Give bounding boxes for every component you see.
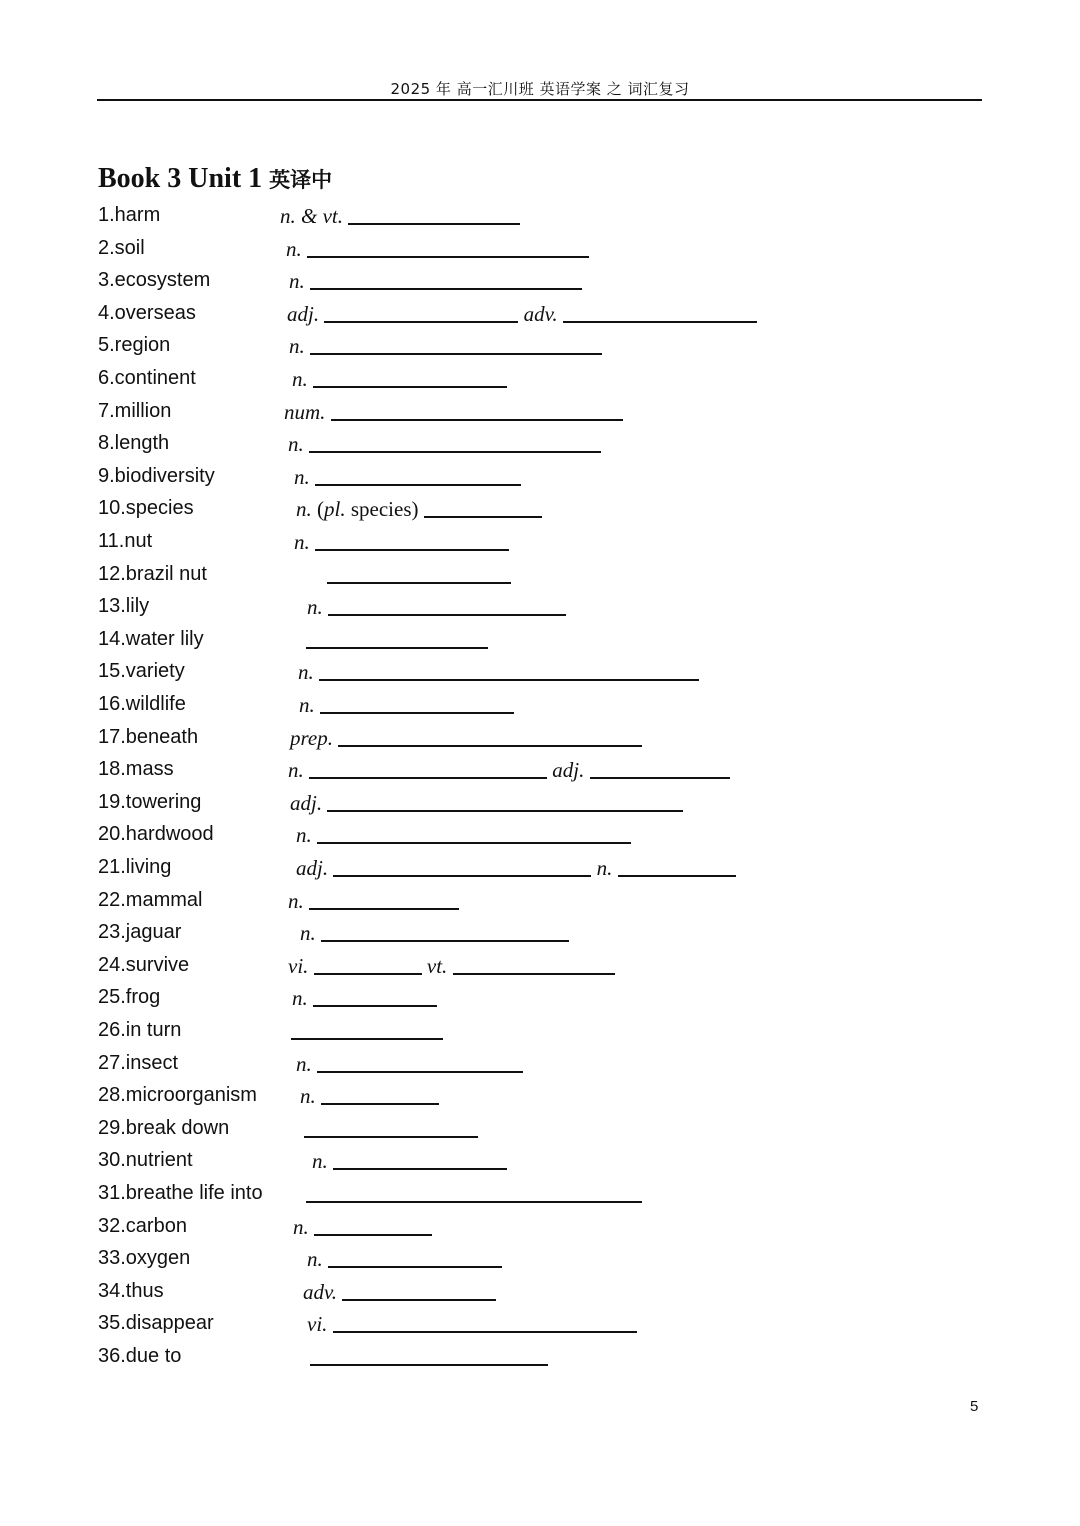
vocab-row	[0, 1048, 1080, 1080]
answer-blank[interactable]	[348, 201, 520, 225]
answer-area	[284, 396, 623, 428]
vocab-row	[0, 200, 1080, 232]
answer-area	[300, 917, 569, 949]
answer-blank[interactable]	[306, 1179, 642, 1203]
vocab-word: 21.living	[98, 856, 172, 878]
vocab-word: 27.insect	[98, 1051, 179, 1074]
answer-area	[327, 559, 511, 591]
part-of-speech: n.	[299, 693, 315, 717]
answer-blank[interactable]	[317, 820, 631, 844]
answer-blank[interactable]	[310, 331, 602, 355]
answer-area	[310, 1341, 548, 1373]
vocab-row	[0, 722, 1080, 754]
part-of-speech: n. & vt.	[280, 204, 343, 228]
vocab-word: 15.variety	[98, 660, 185, 683]
part-of-speech: adj.	[287, 301, 320, 326]
vocab-row	[0, 950, 1080, 982]
vocab-word: 11.nut	[98, 530, 153, 552]
part-of-speech: n.	[289, 269, 305, 294]
note-text: species)	[350, 497, 419, 522]
answer-blank[interactable]	[306, 625, 488, 649]
vocab-word: 26.in turn	[98, 1019, 182, 1041]
vocab-word: 35.disappear	[98, 1312, 214, 1335]
answer-area	[306, 1178, 642, 1210]
part-of-speech: adj.	[290, 790, 323, 815]
vocab-row	[0, 1308, 1080, 1340]
answer-blank[interactable]	[338, 723, 642, 747]
vocab-word: 34.thus	[98, 1279, 164, 1302]
vocab-row	[0, 852, 1080, 884]
vocab-word: 12.brazil nut	[98, 562, 207, 585]
vocab-row	[0, 1211, 1080, 1243]
vocab-word: 2.soil	[98, 236, 145, 259]
answer-area	[296, 819, 631, 851]
vocab-word: 19.towering	[98, 790, 202, 813]
part-of-speech: n.	[298, 660, 314, 685]
answer-blank[interactable]	[563, 299, 757, 323]
part-of-speech: n.	[312, 1149, 328, 1174]
answer-blank[interactable]	[309, 886, 459, 910]
vocab-word: 36.due to	[98, 1345, 182, 1367]
answer-area	[294, 461, 521, 493]
vocab-word: 20.hardwood	[98, 823, 214, 846]
answer-blank[interactable]	[453, 951, 615, 975]
vocab-row	[0, 233, 1080, 265]
answer-blank[interactable]	[310, 266, 582, 290]
answer-blank[interactable]	[309, 755, 547, 779]
answer-area	[296, 1048, 523, 1080]
part-of-speech: n.	[288, 888, 304, 913]
vocab-row	[0, 1080, 1080, 1112]
answer-area	[287, 298, 757, 330]
answer-blank[interactable]	[314, 951, 422, 975]
part-of-speech: n.	[300, 921, 316, 946]
vocab-row	[0, 754, 1080, 786]
vocab-word: 4.overseas	[98, 301, 196, 324]
part-of-speech: n.	[296, 823, 312, 848]
vocab-word: 13.lily	[98, 595, 150, 618]
answer-blank[interactable]	[590, 755, 730, 779]
vocab-word: 29.break down	[98, 1116, 230, 1139]
part-of-speech: n.	[294, 464, 310, 489]
vocab-word: 23.jaguar	[98, 921, 182, 944]
answer-blank[interactable]	[310, 1342, 548, 1366]
vocab-word: 30.nutrient	[98, 1149, 193, 1172]
answer-area	[296, 852, 736, 884]
part-of-speech: n.	[294, 530, 310, 554]
answer-area	[299, 689, 514, 721]
vocab-word: 9.biodiversity	[98, 464, 215, 487]
vocab-word: 24.survive	[98, 953, 190, 976]
vocab-row	[0, 787, 1080, 819]
vocab-word: 1.harm	[98, 204, 161, 226]
answer-area	[293, 1211, 432, 1243]
vocab-word: 14.water lily	[98, 627, 204, 650]
vocab-row	[0, 624, 1080, 656]
answer-area	[292, 982, 437, 1014]
vocab-row	[0, 559, 1080, 591]
answer-area	[300, 1080, 439, 1112]
answer-area	[288, 428, 601, 460]
answer-blank[interactable]	[304, 1114, 478, 1138]
vocab-row	[0, 493, 1080, 525]
vocab-row	[0, 461, 1080, 493]
answer-area	[312, 1145, 507, 1177]
vocab-word: 7.million	[98, 399, 172, 422]
part-of-speech: n.	[300, 1084, 316, 1109]
answer-area	[306, 624, 488, 656]
vocab-row	[0, 885, 1080, 917]
answer-blank[interactable]	[291, 1016, 443, 1040]
part-of-speech: n.	[292, 367, 308, 391]
part-of-speech: n.	[296, 497, 312, 522]
answer-blank[interactable]	[333, 1146, 507, 1170]
note-text: (	[317, 497, 324, 522]
answer-area	[290, 787, 683, 819]
part-of-speech: n.	[292, 986, 308, 1011]
answer-blank[interactable]	[342, 1277, 496, 1301]
vocab-word: 22.mammal	[98, 888, 203, 911]
vocab-row	[0, 689, 1080, 721]
part-of-speech: n.	[288, 758, 304, 783]
answer-blank[interactable]	[328, 1244, 502, 1268]
vocab-word: 3.ecosystem	[98, 269, 211, 292]
vocab-row	[0, 917, 1080, 949]
part-of-speech: adj.	[552, 758, 585, 783]
part-of-speech: adv.	[303, 1279, 338, 1304]
vocab-row	[0, 330, 1080, 362]
vocab-row	[0, 1341, 1080, 1373]
answer-area	[307, 1243, 502, 1275]
answer-blank[interactable]	[333, 853, 591, 877]
answer-blank[interactable]	[321, 918, 569, 942]
vocab-row	[0, 1113, 1080, 1145]
vocab-word: 8.length	[98, 432, 170, 455]
answer-blank[interactable]	[317, 1049, 523, 1073]
answer-area	[303, 1276, 496, 1308]
title-en: Book 3 Unit 1	[98, 163, 263, 194]
part-of-speech: adj.	[296, 856, 329, 880]
answer-blank[interactable]	[319, 657, 699, 681]
answer-blank[interactable]	[328, 592, 566, 616]
part-of-speech: n.	[596, 856, 613, 880]
vocab-word: 18.mass	[98, 758, 174, 781]
part-of-speech: n.	[307, 1247, 323, 1272]
answer-blank[interactable]	[324, 299, 518, 323]
answer-area	[289, 330, 602, 362]
vocab-word: 10.species	[98, 497, 194, 520]
vocab-word: 16.wildlife	[98, 693, 186, 715]
answer-blank[interactable]	[320, 690, 514, 714]
vocab-row	[0, 526, 1080, 558]
part-of-speech: prep.	[290, 725, 333, 750]
answer-blank[interactable]	[315, 527, 509, 551]
vocab-row	[0, 1015, 1080, 1047]
vocab-word: 5.region	[98, 334, 171, 357]
part-of-speech: n.	[289, 334, 305, 359]
answer-area	[296, 493, 542, 525]
part-of-speech: adv.	[523, 301, 558, 326]
vocab-row	[0, 396, 1080, 428]
vocab-word: 28.microorganism	[98, 1084, 257, 1107]
vocab-row	[0, 298, 1080, 330]
vocab-word: 6.continent	[98, 367, 196, 389]
page-title	[98, 163, 332, 195]
answer-area	[307, 591, 566, 623]
answer-blank[interactable]	[315, 462, 521, 486]
vocab-row	[0, 1243, 1080, 1275]
part-of-speech: pl.	[324, 497, 346, 522]
vocab-word: 31.breathe life into	[98, 1182, 263, 1204]
answer-area	[291, 1015, 443, 1047]
answer-area	[292, 363, 507, 395]
vocab-row	[0, 265, 1080, 297]
vocab-row	[0, 591, 1080, 623]
answer-area	[280, 200, 520, 232]
part-of-speech: num.	[284, 399, 326, 424]
part-of-speech: vi.	[307, 1312, 328, 1337]
answer-area	[294, 526, 509, 558]
vocab-row	[0, 428, 1080, 460]
answer-area	[289, 265, 582, 297]
part-of-speech: vt.	[426, 953, 448, 978]
vocab-row	[0, 363, 1080, 395]
answer-blank[interactable]	[424, 494, 542, 518]
part-of-speech: n.	[286, 236, 302, 261]
part-of-speech: vi.	[288, 953, 309, 978]
answer-blank[interactable]	[333, 1309, 637, 1333]
vocab-word: 17.beneath	[98, 725, 199, 748]
part-of-speech: n.	[293, 1214, 309, 1239]
part-of-speech: n.	[288, 432, 304, 457]
title-cn: 英译中	[269, 168, 333, 192]
answer-blank[interactable]	[618, 853, 736, 877]
answer-area	[288, 885, 459, 917]
header-rule	[97, 99, 982, 101]
answer-area	[290, 722, 642, 754]
answer-blank[interactable]	[327, 560, 511, 584]
answer-area	[307, 1308, 637, 1340]
vocab-word: 32.carbon	[98, 1214, 187, 1237]
part-of-speech: n.	[307, 595, 323, 620]
answer-area	[304, 1113, 478, 1145]
page-number: 5	[970, 1398, 979, 1415]
answer-area	[288, 754, 730, 786]
answer-blank[interactable]	[313, 983, 437, 1007]
part-of-speech: n.	[296, 1051, 312, 1076]
answer-blank[interactable]	[307, 234, 589, 258]
vocab-row	[0, 1178, 1080, 1210]
answer-blank[interactable]	[314, 1212, 432, 1236]
vocab-word: 25.frog	[98, 986, 161, 1009]
vocab-word: 33.oxygen	[98, 1247, 191, 1270]
answer-blank[interactable]	[309, 429, 601, 453]
answer-area	[288, 950, 615, 982]
answer-area	[286, 233, 589, 265]
vocab-row	[0, 1276, 1080, 1308]
page-header: 2025 年 高一汇川班 英语学案 之 词汇复习	[390, 80, 690, 98]
answer-area	[298, 656, 699, 688]
answer-blank[interactable]	[321, 1081, 439, 1105]
vocab-row	[0, 982, 1080, 1014]
answer-blank[interactable]	[331, 397, 623, 421]
vocab-row	[0, 656, 1080, 688]
vocab-row	[0, 819, 1080, 851]
vocab-row	[0, 1145, 1080, 1177]
answer-blank[interactable]	[327, 788, 683, 812]
answer-blank[interactable]	[313, 364, 507, 388]
